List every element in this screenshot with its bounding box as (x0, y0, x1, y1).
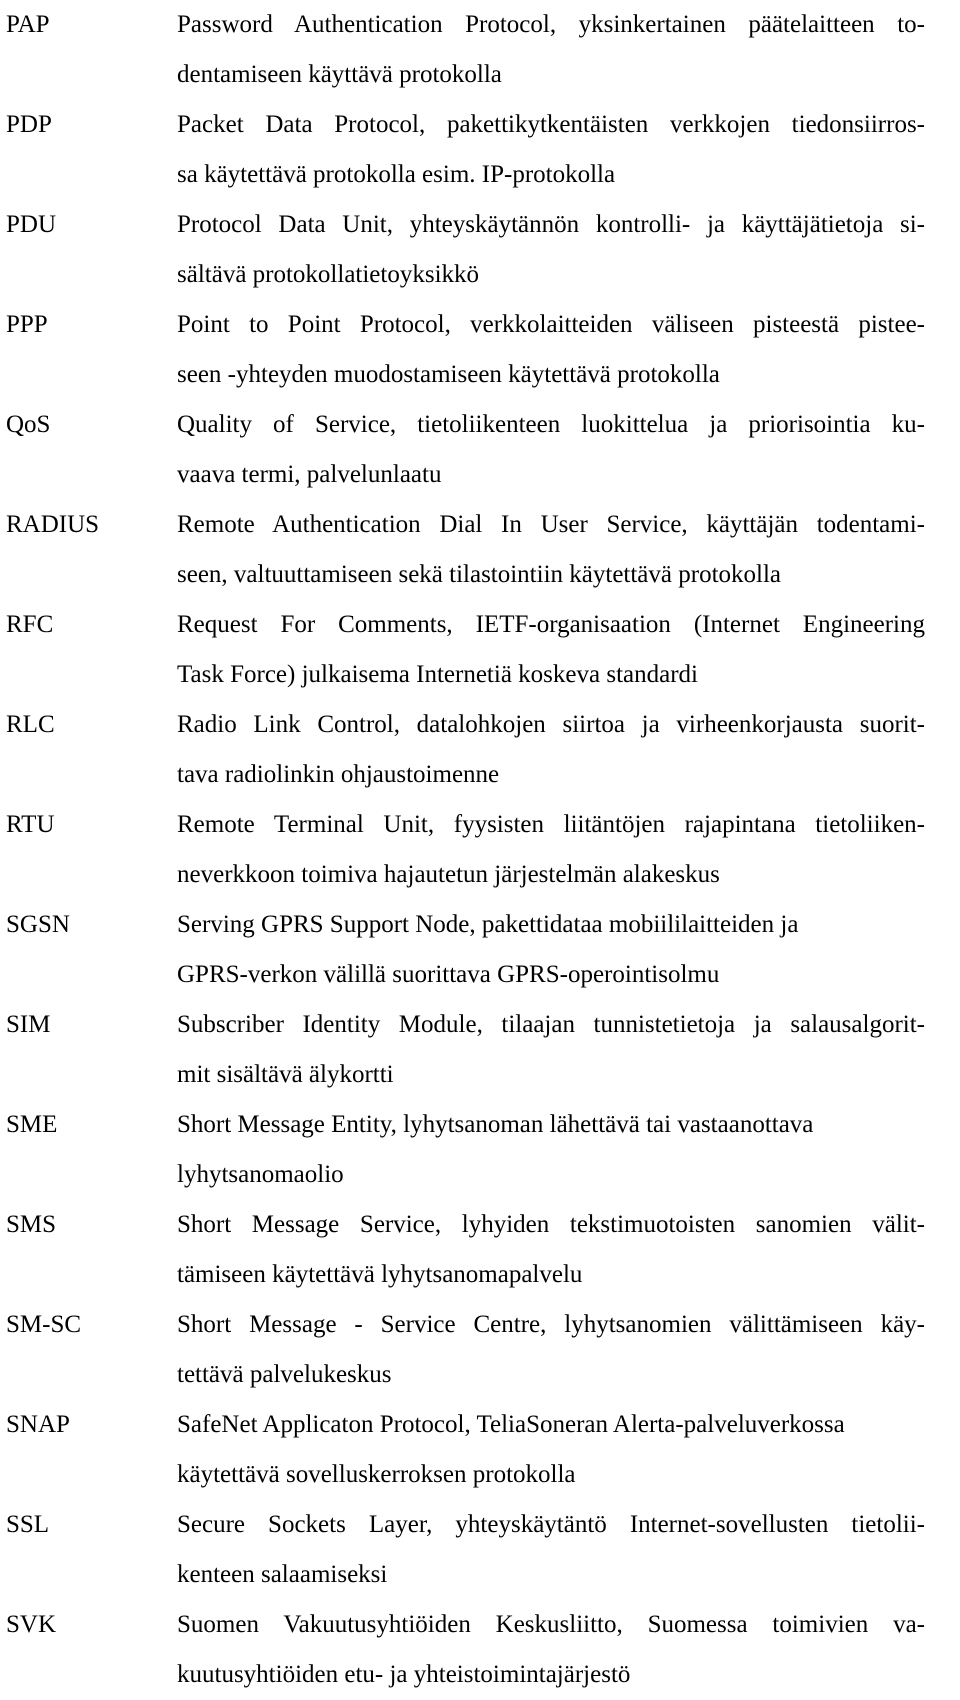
glossary-definition (177, 0, 925, 100)
glossary-term: RADIUS (6, 511, 100, 538)
glossary-entry-radius (6, 500, 956, 600)
definition-line: Remote Authentication Dial In User Service, käyttäjän todentami- (177, 511, 925, 538)
glossary-entry-sms (6, 1200, 956, 1300)
glossary-term: SMS (6, 1211, 57, 1238)
glossary-term: PDP (6, 111, 52, 138)
definition-line: Secure Sockets Layer, yhteyskäytäntö Internet-sovellusten tietolii- (177, 1511, 925, 1538)
definition-line: mit sisältävä älykortti (177, 1061, 394, 1088)
definition-line: käytettävä sovelluskerroksen protokolla (177, 1461, 576, 1488)
definition-line: Remote Terminal Unit, fyysisten liitäntöjen rajapintana tietoliiken- (177, 811, 925, 838)
glossary-definition (177, 200, 925, 300)
glossary-definition (177, 500, 925, 600)
glossary-definition (177, 1100, 925, 1200)
glossary-entry-rtu (6, 800, 956, 900)
definition-line: Task Force) julkaisema Internetiä koskeva standardi (177, 661, 698, 688)
definition-line: Quality of Service, tietoliikenteen luokittelua ja priorisointia ku- (177, 411, 925, 438)
definition-line: Short Message - Service Centre, lyhytsanomien välittämiseen käy- (177, 1311, 925, 1338)
glossary-term: SGSN (6, 911, 70, 938)
glossary-term: SM-SC (6, 1311, 82, 1338)
definition-line: Short Message Service, lyhyiden tekstimuotoisten sanomien välit- (177, 1211, 925, 1238)
definition-line: sa käytettävä protokolla esim. IP-protokolla (177, 161, 616, 188)
glossary-term: SME (6, 1111, 58, 1138)
glossary-definition (177, 100, 925, 200)
definition-line: seen -yhteyden muodostamiseen käytettävä protokolla (177, 361, 720, 388)
definition-line: Point to Point Protocol, verkkolaitteiden väliseen pisteestä pistee- (177, 311, 925, 338)
glossary-term: QoS (6, 411, 51, 438)
glossary-definition (177, 1400, 925, 1500)
glossary-term: SNAP (6, 1411, 70, 1438)
glossary-entry-pdu (6, 200, 956, 300)
glossary-entry-ssl (6, 1500, 956, 1600)
glossary-entry-ppp (6, 300, 956, 400)
glossary-entry-svk (6, 1600, 956, 1700)
definition-line: vaava termi, palvelunlaatu (177, 461, 442, 488)
glossary-entry-sme (6, 1100, 956, 1200)
glossary-definition (177, 400, 925, 500)
definition-line: kuutusyhtiöiden etu- ja yhteistoimintajärjestö (177, 1661, 631, 1688)
glossary-term: PAP (6, 11, 50, 38)
glossary-entry-rfc (6, 600, 956, 700)
glossary-entry-rlc (6, 700, 956, 800)
glossary-definition (177, 600, 925, 700)
definition-line: tettävä palvelukeskus (177, 1361, 392, 1388)
definition-line: Short Message Entity, lyhytsanoman lähettävä tai vastaanottava (177, 1111, 814, 1138)
definition-line: lyhytsanomaolio (177, 1161, 344, 1188)
definition-line: Packet Data Protocol, pakettikytkentäisten verkkojen tiedonsiirros- (177, 111, 925, 138)
glossary-entry-sm-sc (6, 1300, 956, 1400)
glossary-entry-qos (6, 400, 956, 500)
definition-line: kenteen salaamiseksi (177, 1561, 388, 1588)
definition-line: Serving GPRS Support Node, pakettidataa mobiililaitteiden ja (177, 911, 799, 938)
glossary-entry-pap (6, 0, 956, 100)
glossary-definition (177, 800, 925, 900)
glossary-definition (177, 900, 925, 1000)
definition-line: Request For Comments, IETF-organisaation (Internet Engineering (177, 611, 925, 638)
definition-line: seen, valtuuttamiseen sekä tilastointiin käytettävä protokolla (177, 561, 782, 588)
glossary-definition (177, 300, 925, 400)
glossary-term: SIM (6, 1011, 51, 1038)
glossary-term: SSL (6, 1511, 50, 1538)
glossary-entry-sim (6, 1000, 956, 1100)
glossary-term: RTU (6, 811, 55, 838)
glossary-term: RLC (6, 711, 55, 738)
glossary-definition (177, 1500, 925, 1600)
definition-line: Subscriber Identity Module, tilaajan tunnistetietoja ja salausalgorit- (177, 1011, 925, 1038)
glossary-definition (177, 700, 925, 800)
definition-line: sältävä protokollatietoyksikkö (177, 261, 480, 288)
glossary-list (6, 0, 956, 1700)
definition-line: SafeNet Applicaton Protocol, TeliaSoneran Alerta-palveluverkossa (177, 1411, 845, 1438)
definition-line: neverkkoon toimiva hajautetun järjestelmän alakeskus (177, 861, 720, 888)
definition-line: Suomen Vakuutusyhtiöiden Keskusliitto, Suomessa toimivien va- (177, 1611, 925, 1638)
glossary-entry-snap (6, 1400, 956, 1500)
glossary-term: PDU (6, 211, 57, 238)
definition-line: tava radiolinkin ohjaustoimenne (177, 761, 500, 788)
glossary-definition (177, 1000, 925, 1100)
glossary-definition (177, 1300, 925, 1400)
definition-line: tämiseen käytettävä lyhytsanomapalvelu (177, 1261, 583, 1288)
glossary-entry-pdp (6, 100, 956, 200)
definition-line: Protocol Data Unit, yhteyskäytännön kontrolli- ja käyttäjätietoja si- (177, 211, 925, 238)
glossary-entry-sgsn (6, 900, 956, 1000)
glossary-term: RFC (6, 611, 54, 638)
definition-line: dentamiseen käyttävä protokolla (177, 61, 502, 88)
definition-line: Radio Link Control, datalohkojen siirtoa ja virheenkorjausta suorit- (177, 711, 925, 738)
definition-line: GPRS-verkon välillä suorittava GPRS-operointisolmu (177, 961, 720, 988)
glossary-term: SVK (6, 1611, 57, 1638)
glossary-definition (177, 1200, 925, 1300)
glossary-definition (177, 1600, 925, 1700)
definition-line: Password Authentication Protocol, yksinkertainen päätelaitteen to- (177, 11, 925, 38)
glossary-term: PPP (6, 311, 48, 338)
